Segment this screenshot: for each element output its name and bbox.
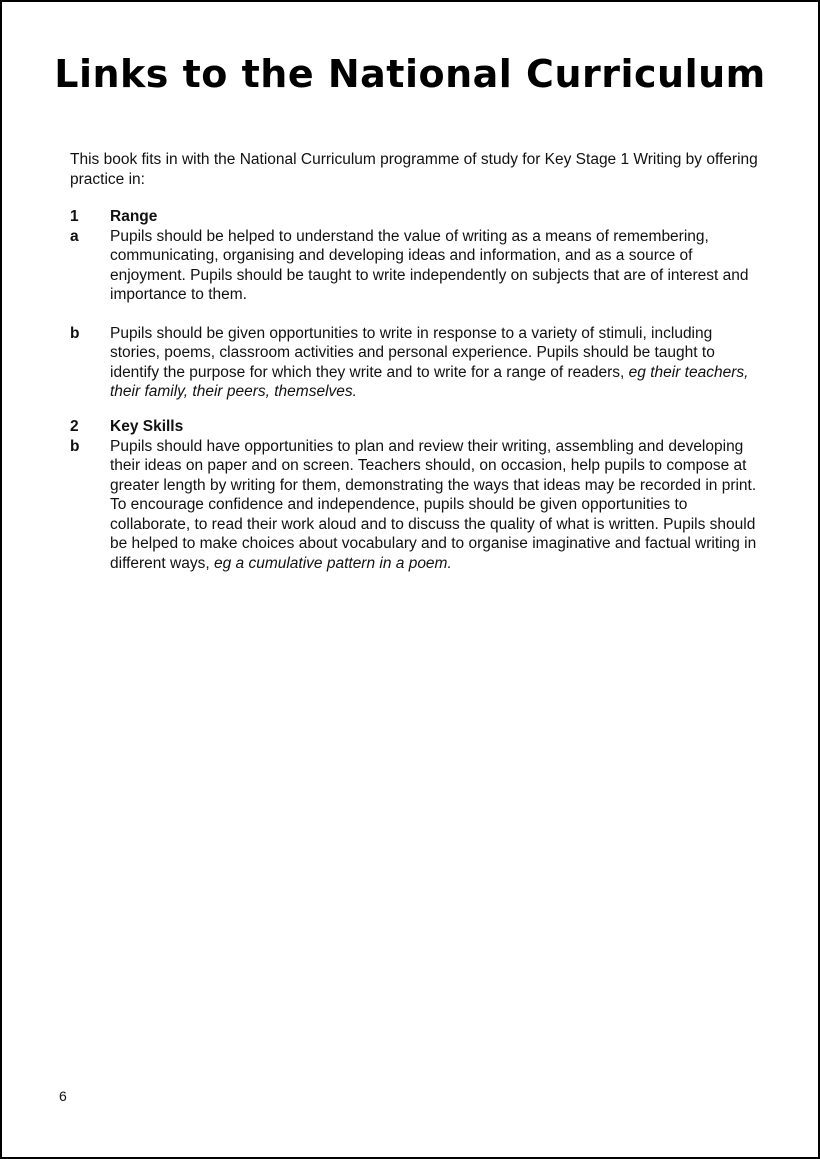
list-item <box>70 324 760 402</box>
list-item <box>70 437 760 574</box>
item-text <box>110 324 760 402</box>
item-text-italic: eg a cumulative pattern in a poem. <box>213 554 452 572</box>
section-heading: Key Skills <box>110 418 184 435</box>
section-heading-row <box>70 417 760 437</box>
item-text-italic: eg their teachers, their family, their peers, themselves. <box>110 363 749 400</box>
item-text-plain: Pupils should be helped to understand the value of writing as a means of remembering, communicating, organising and developing ideas and information, and as a source of enjoyment. Pupils should be taught to write independently on subjects that are of interest and importance to them. <box>110 227 749 303</box>
list-item <box>70 227 760 305</box>
intro-paragraph: This book fits in with the National Curriculum programme of study for Key Stage 1 Writing by offering practice in: <box>70 151 758 188</box>
item-text <box>110 227 760 305</box>
item-text <box>110 437 760 574</box>
section-heading: Range <box>110 208 158 225</box>
section-number: 2 <box>70 418 79 435</box>
section-range <box>70 207 760 402</box>
page-title: Links to the National Curriculum <box>54 52 766 96</box>
item-text-plain: Pupils should have opportunities to plan and review their writing, assembling and developing their ideas on paper and on screen. Teachers should, on occasion, help pupils to compose at greater length by writing for them, demonstrating the ways that ideas may be recorded in print. To encourage confidence and independence, pupils should be given opportunities to collaborate, to read their work aloud and to discuss the quality of what is written. Pupils should be helped to make choices about vocabulary and to organise imaginative and factual writing in different ways, <box>110 437 757 572</box>
section-heading-row <box>70 207 760 227</box>
item-letter: a <box>70 227 79 245</box>
section-key-skills <box>70 417 760 573</box>
item-letter: b <box>70 437 80 455</box>
page-number: 6 <box>59 1088 67 1104</box>
item-text-plain: Pupils should be given opportunities to write in response to a variety of stimuli, including stories, poems, classroom activities and personal experience. Pupils should be taught to identify the purpose for which they write and to write for a range of readers, <box>110 324 715 381</box>
item-letter: b <box>70 324 80 342</box>
section-number: 1 <box>70 208 79 225</box>
